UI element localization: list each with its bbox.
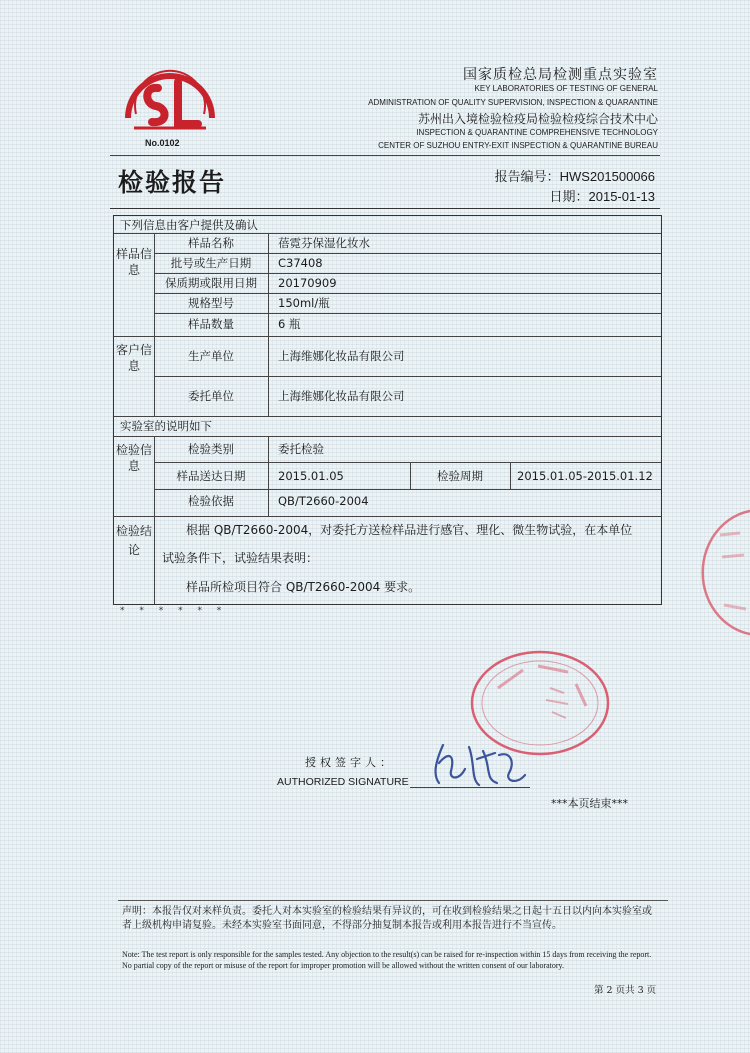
expiry-label: 保质期或限用日期 [165,276,257,290]
page-title: 检验报告 [118,168,227,197]
report-table [113,215,662,605]
edge-seal-icon [700,505,750,640]
period-label: 检验周期 [437,469,483,483]
report-date: 日期：2015-01-13 [549,189,655,204]
sample-info-group: 样品信息 [115,247,152,277]
signature-label-cn: 授权签字人： [305,756,395,769]
producer-value: 上海维娜化妆品有限公司 [278,349,405,363]
expiry-value: 20170909 [278,276,337,290]
quantity-label: 样品数量 [188,317,234,331]
lab-name-en-2: ADMINISTRATION OF QUALITY SUPERVISION, INSPECTION & QUARANTINE [368,98,658,107]
sl-logo-icon [120,58,220,150]
handwritten-signature-icon [425,733,540,793]
spec-value: 150ml/瓶 [278,296,330,310]
arrival-date-label: 样品送达日期 [176,469,246,483]
producer-label: 生产单位 [188,349,234,363]
arrival-date-value: 2015.01.05 [278,469,344,483]
page-number: 第 2 页共 3 页 [594,985,657,996]
inspection-type-label: 检验类别 [188,442,234,456]
conclusion-line-2: 试验条件下，试验结果表明： [162,551,319,565]
center-name-cn: 苏州出入境检验检疫局检验检疫综合技术中心 [417,112,658,126]
page-end-note: ***本页结束*** [551,797,628,810]
batch-value: C37408 [278,256,323,270]
header-divider [110,155,660,156]
spec-label: 规格型号 [188,296,234,310]
lab-name-cn: 国家质检总局检测重点实验室 [463,66,658,82]
quantity-value: 6 瓶 [278,317,301,331]
client-info-group: 客户信息 [115,343,152,373]
disclaimer-en: Note: The test report is only responsible for the samples tested. Any objection to the result(s) can be raised for re-inspection within 15 days from receiving the report. No partial copy of the report or misuse of the report for improper promotion will be allowed without the written consent of our laboratory. [122,950,652,970]
conclusion-group: 检验结论 [115,524,152,557]
inspection-type-value: 委托检验 [278,442,324,456]
basis-value: QB/T2660-2004 [278,494,369,508]
basis-label: 检验依据 [188,494,234,508]
client-info-heading: 下列信息由客户提供及确认 [120,218,258,232]
sample-name-label: 样品名称 [188,236,234,250]
inspection-info-group: 检验信息 [115,443,152,473]
sample-name-value: 蓓霓芬保湿化妆水 [278,236,370,250]
footer-divider [118,900,668,901]
batch-label: 批号或生产日期 [170,256,252,270]
separator-stars: * * * * * * [120,606,228,616]
entrust-value: 上海维娜化妆品有限公司 [278,389,405,403]
center-name-en-1: INSPECTION & QUARANTINE COMPREHENSIVE TECHNOLOGY [416,128,658,137]
lab-name-en-1: KEY LABORATORIES OF TESTING OF GENERAL [474,84,658,93]
lab-info-heading: 实验室的说明如下 [120,419,212,433]
disclaimer-cn: 声明：本报告仅对来样负责。委托人对本实验室的检验结果有异议的，可在收到检验结果之日起十五日以内向本实验室或者上级机构申请复验。未经本实验室书面同意，不得部分抽复制本报告或利用本报告进行不当宣传。 [122,906,652,931]
conclusion-line-1: 根据 QB/T2660-2004，对委托方送检样品进行感官、理化、微生物试验，在本单位 [186,523,633,537]
signature-label-en: AUTHORIZED SIGNATURE [277,776,409,788]
entrust-label: 委托单位 [188,389,234,403]
conclusion-line-3: 样品所检项目符合 QB/T2660-2004 要求。 [186,580,421,594]
center-name-en-2: CENTER OF SUZHOU ENTRY-EXIT INSPECTION & QUARANTINE BUREAU [378,141,658,150]
period-value: 2015.01.05-2015.01.12 [517,469,653,483]
title-divider [110,208,660,209]
report-number: 报告编号：HWS201500066 [494,169,655,184]
logo-number: No.0102 [145,138,180,148]
